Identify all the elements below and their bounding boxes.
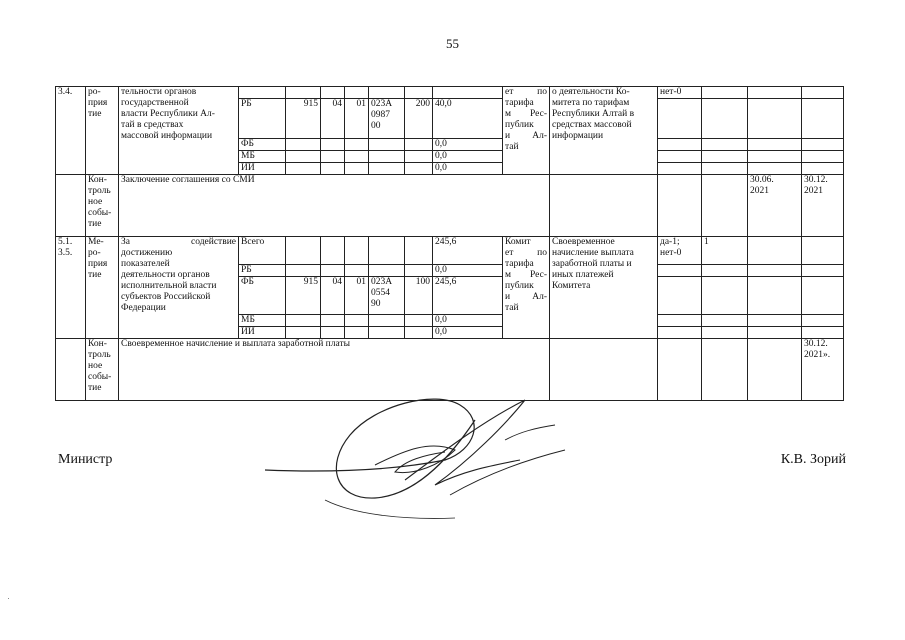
source-label: МБ [239,315,286,327]
code-cell: 100 [405,277,433,315]
amount-cell: 0,0 [433,327,503,339]
table-row [56,237,844,265]
code-cell: 915 [286,277,321,315]
end-date: 30.12. 2021 [802,175,844,237]
row-executor: ет по тарифа м Рес- публик и Ал- тай [503,87,550,175]
amount-cell: 0,0 [433,151,503,163]
indicator-value: 1 [702,237,748,265]
source-label: ФБ [239,139,286,151]
code-cell: 023А 0554 90 [369,277,405,315]
source-label: РБ [239,265,286,277]
code-cell: 200 [405,99,433,139]
source-label: РБ [239,99,286,139]
amount-cell: 0,0 [433,163,503,175]
page-number: 55 [446,36,459,51]
amount-cell: 245,6 [433,237,503,265]
amount-cell: 0,0 [433,265,503,277]
row-name [119,237,239,339]
end-date: 30.12. 2021». [802,339,844,401]
row-name: тельности органов государственной власти Республики Ал- тай в средствах массовой информации [119,87,239,175]
row-type: Ме- ро- прия тие [86,237,119,339]
row-indicator: да-1; нет-0 [658,237,702,265]
row-number: 5.1. 3.5. [56,237,86,339]
source-label: ФБ [239,277,286,315]
amount-cell: 0,0 [433,139,503,151]
row-executor: Комит ет по тарифа м Рес- публик и Ал- тай [503,237,550,339]
row-type: Кон- троль ное собы- тие [86,175,119,237]
row-name-rest: достижению показателей деятельности органов исполнительной власти субъектов Российской Федерации [121,248,217,313]
code-cell: 915 [286,99,321,139]
row-result: Своевременное начисление выплата заработной платы и иных платежей Комитета [550,237,658,339]
source-label: ИИ [239,163,286,175]
row-type: Кон- троль ное собы- тие [86,339,119,401]
row-indicator: нет-0 [658,87,702,99]
row-type: ро- прия тие [86,87,119,175]
row-name-line: За содействие [121,237,236,247]
row-result: о деятельности Ко- митета по тарифам Республики Алтай в средствах массовой информации [550,87,658,175]
table-row [56,87,844,99]
control-event-name: Своевременное начисление и выплата заработной платы [119,339,550,401]
table-row [56,175,844,237]
code-cell: 01 [345,277,369,315]
signatory-name: К.В. Зорий [780,452,846,467]
control-event-name: Заключение соглашения со СМИ [119,175,550,237]
budget-table [55,86,844,401]
handwritten-signature [255,380,585,530]
source-label: Всего [239,237,286,265]
row-number: 3.4. [56,87,86,175]
source-label: ИИ [239,327,286,339]
amount-cell: 245,6 [433,277,503,315]
code-cell: 01 [345,99,369,139]
code-cell: 023А 0987 00 [369,99,405,139]
amount-cell: 40,0 [433,99,503,139]
amount-cell: 0,0 [433,315,503,327]
scan-speck [8,598,9,599]
signatory-title: Министр [58,452,113,467]
code-cell: 04 [321,99,345,139]
source-label: МБ [239,151,286,163]
start-date: 30.06. 2021 [748,175,802,237]
code-cell: 04 [321,277,345,315]
